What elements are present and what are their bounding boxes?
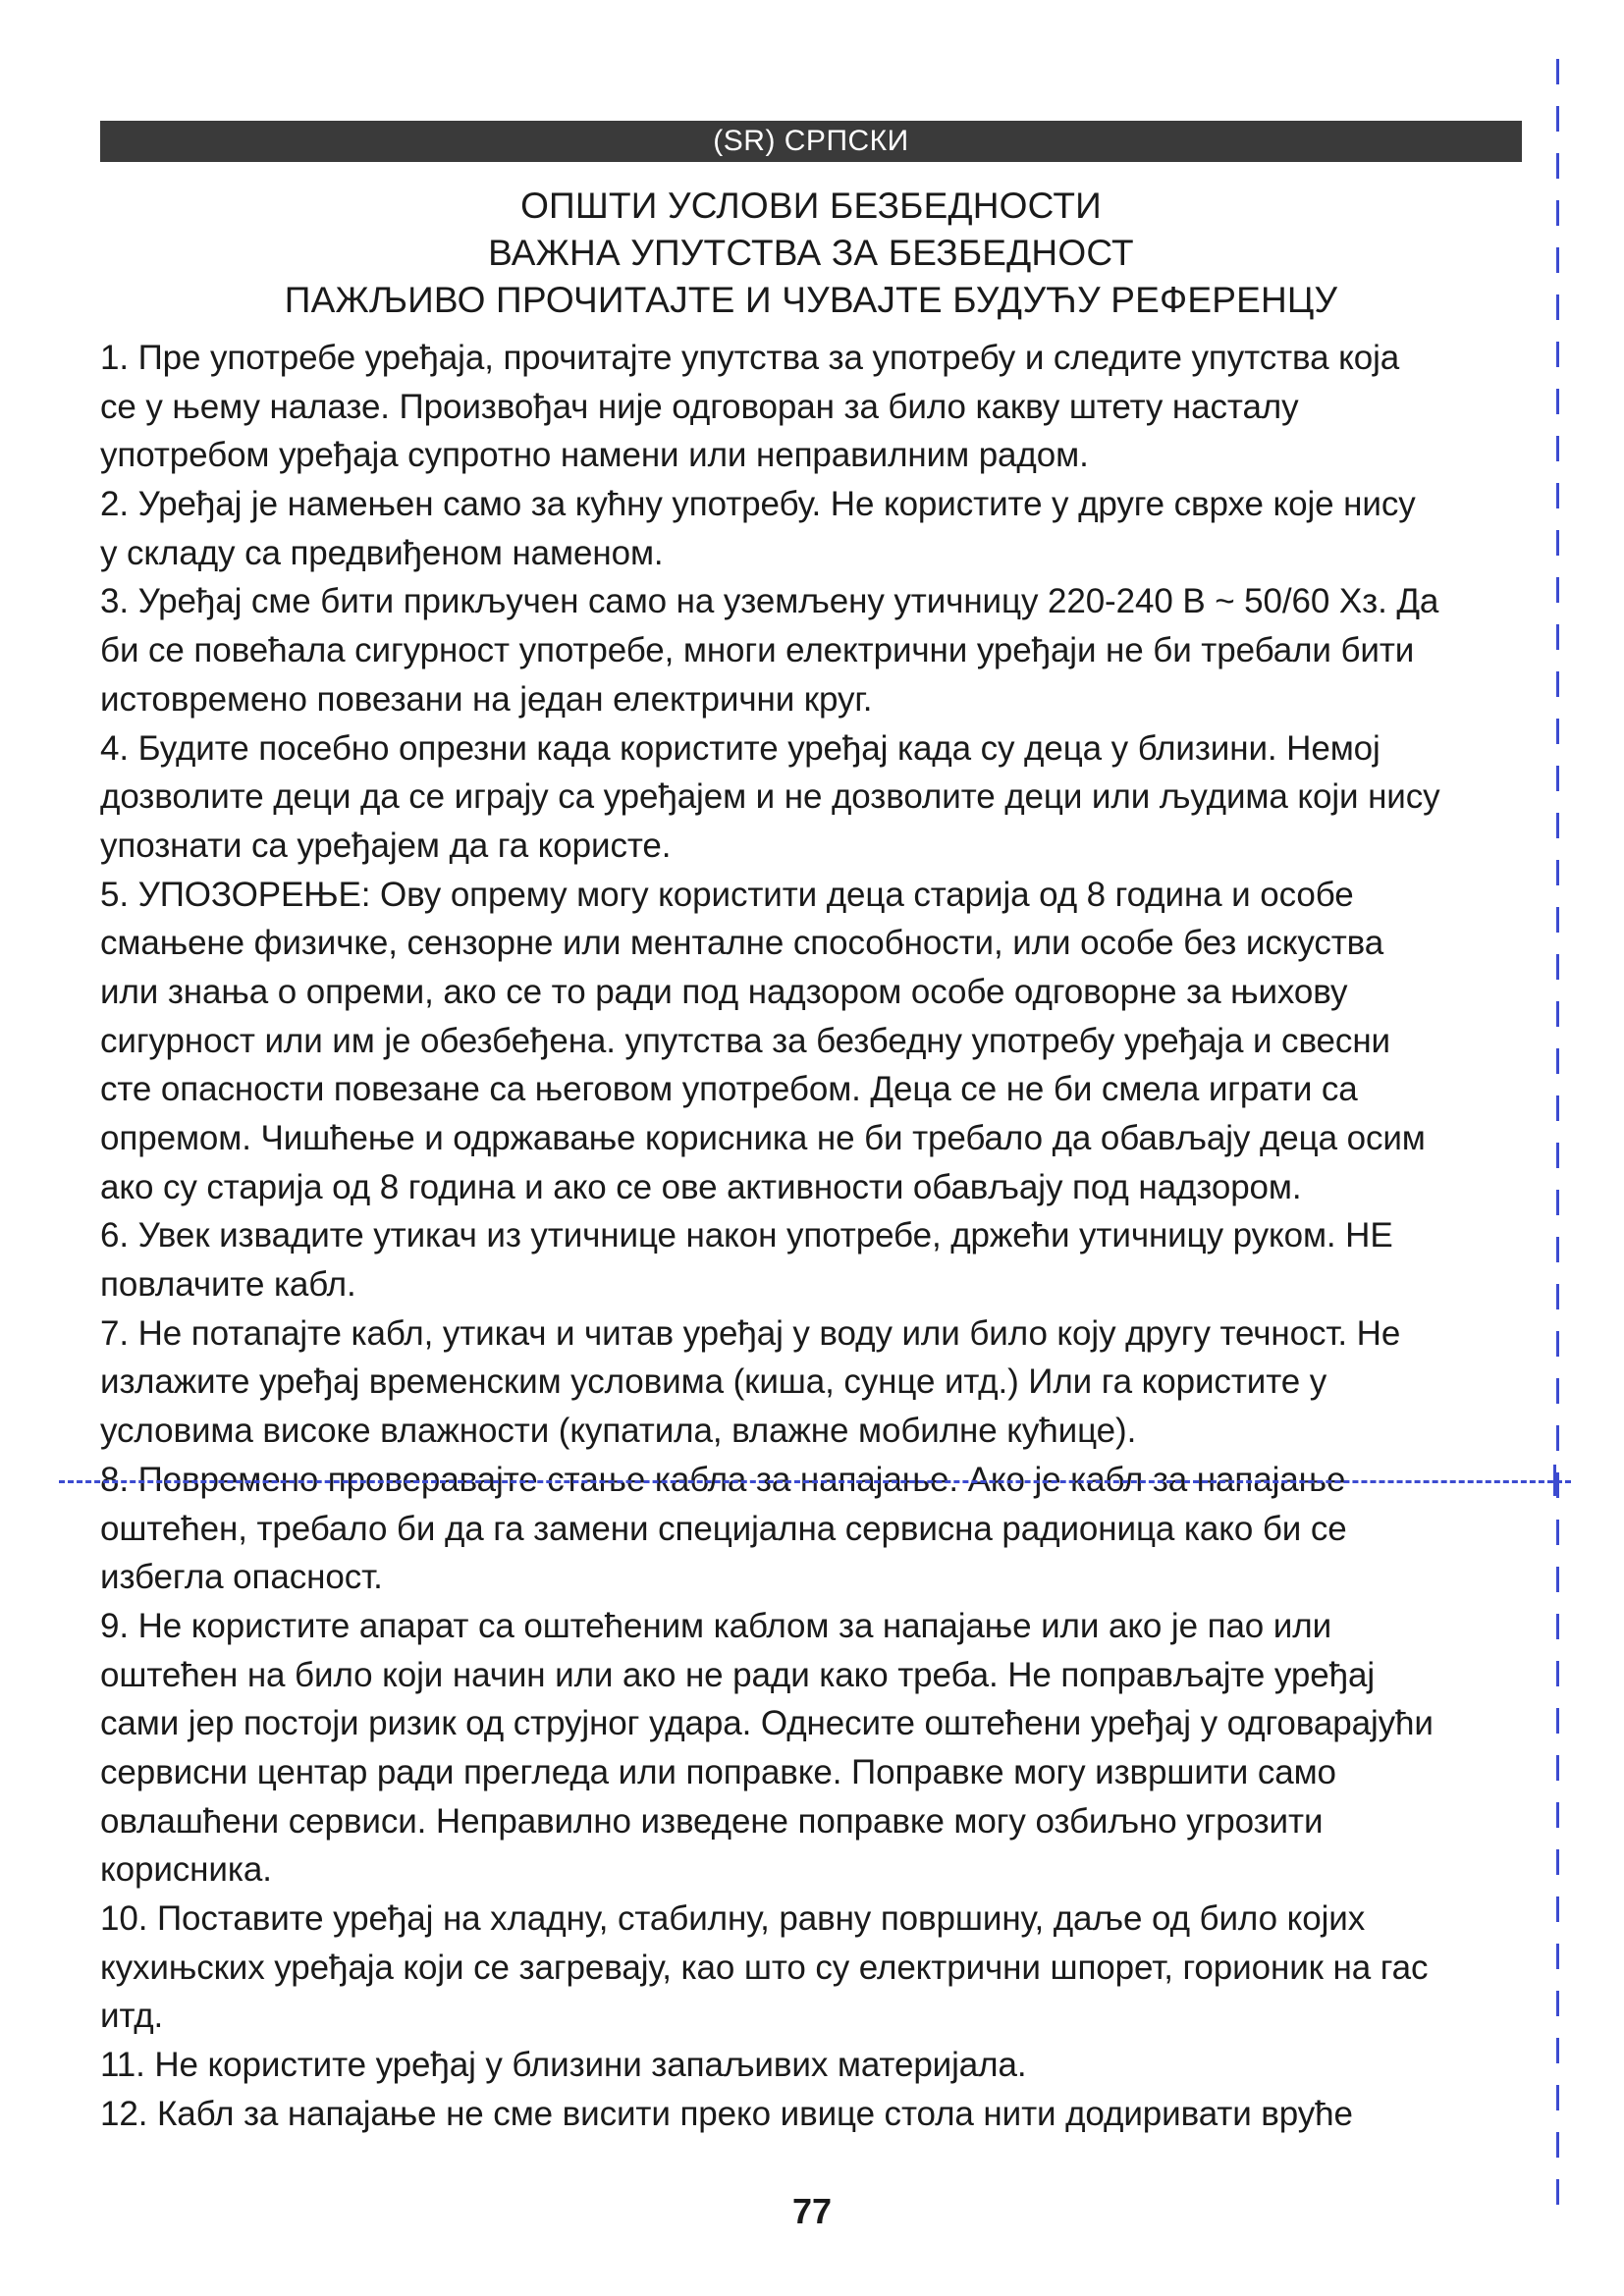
- text-line: овлашћени сервиси. Неправилно изведене поправке могу озбиљно угрозити: [100, 1801, 1324, 1841]
- text-line: корисника.: [100, 1850, 272, 1890]
- text-line: 8. Повремено проверавајте стање кабла за напајање. Ако је кабл за напајање: [100, 1460, 1346, 1499]
- text-line: или знања о опреми, ако се то ради под надзором особе одговорне за њихову: [100, 972, 1348, 1011]
- heading-read-and-keep: ПАЖЉИВО ПРОЧИТАЈТЕ И ЧУВАЈТЕ БУДУЋУ РЕФЕРЕНЦУ: [284, 280, 1338, 320]
- text-line: 9. Не користите апарат са оштећеним каблом за напајање или ако је пао или: [100, 1606, 1332, 1645]
- text-line: 3. Уређај сме бити прикључен само на уземљену утичницу 220-240 В ~ 50/60 Хз. Да: [100, 582, 1439, 621]
- text-line: опремом. Чишћење и одржавање корисника не би требало да обављају деца осим: [100, 1119, 1426, 1157]
- text-line: истовремено повезани на један електрични круг.: [100, 679, 873, 719]
- heading-important-instructions: ВАЖНА УПУТСТВА ЗА БЕЗБЕДНОСТ: [488, 233, 1134, 273]
- text-line: 5. УПОЗОРЕЊЕ: Ову опрему могу користити деца старија од 8 година и особе: [100, 875, 1354, 914]
- text-line: смањене физичке, сензорне или менталне способности, или особе без искуства: [100, 924, 1384, 963]
- text-line: условима високе влажности (купатила, влажне мобилне кућице).: [100, 1412, 1137, 1451]
- text-line: избегла опасност.: [100, 1558, 383, 1597]
- page-number: 77: [791, 2191, 833, 2231]
- text-line: повлачите кабл.: [100, 1265, 356, 1305]
- text-line: 12. Кабл за напајање не сме висити преко ивице стола нити додиривати вруће: [100, 2094, 1353, 2133]
- text-line: 1. Пре употребе уређаја, прочитајте упутства за употребу и следите упутства која: [100, 339, 1400, 377]
- text-line: у складу са предвиђеном наменом.: [100, 533, 664, 572]
- text-line: оштећен на било који начин или ако не ради како треба. Не поправљајте уређај: [100, 1655, 1376, 1694]
- text-line: сервисни центар ради прегледа или поправке. Поправке могу извршити само: [100, 1752, 1336, 1791]
- text-line: сами јер постоји ризик од струјног удара. Однесите оштећени уређај у одговарајући: [100, 1704, 1434, 1743]
- text-line: дозволите деци да се играју са уређајем и не дозволите деци или људима који нису: [100, 777, 1440, 817]
- cut-cross-mark: [1553, 1465, 1556, 1496]
- text-line: употребом уређаја супротно намени или неправилним радом.: [100, 436, 1089, 475]
- text-line: 4. Будите посебно опрезни када користите уређај када су деца у близини. Немој: [100, 728, 1380, 768]
- text-line: ако су старија од 8 година и ако се ове активности обављају под надзором.: [100, 1167, 1302, 1206]
- text-line: 11. Не користите уређај у близини запаљивих материјала.: [100, 2046, 1027, 2085]
- text-line: 7. Не потапајте кабл, утикач и читав уређај у воду или било коју другу течност. Не: [100, 1313, 1401, 1353]
- text-line: 10. Поставите уређај на хладну, стабилну, равну површину, даље од било којих: [100, 1899, 1366, 1938]
- safety-instructions-text: [100, 334, 1524, 2138]
- language-label: (SR) СРПСКИ: [713, 125, 909, 157]
- text-line: 2. Уређај је намењен само за кућну употребу. Не користите у друге сврхе које нису: [100, 485, 1416, 524]
- text-line: се у њему налазе. Произвођач није одговоран за било какву штету насталу: [100, 387, 1299, 426]
- safety-headings: [100, 183, 1522, 324]
- text-line: упознати са уређајем да га користе.: [100, 826, 672, 865]
- text-line: кухињских уређаја који се загревају, као што су електрични шпорет, горионик на гас: [100, 1948, 1429, 1987]
- language-header-bar: [100, 121, 1522, 162]
- text-line: 6. Увек извадите утикач из утичнице након употребе, држећи утичницу руком. НЕ: [100, 1216, 1393, 1255]
- text-line: итд.: [100, 1997, 164, 2036]
- text-line: сте опасности повезане са његовом употребом. Деца се не би смела играти са: [100, 1070, 1358, 1109]
- horizontal-cut-line: [59, 1480, 1571, 1483]
- text-line: оштећен, требало би да га замени специјална сервисна радионица како би се: [100, 1509, 1347, 1548]
- text-line: излажите уређај временским условима (киша, сунце итд.) Или га користите у: [100, 1362, 1327, 1402]
- text-line: сигурност или им је обезбеђена. упутства за безбедну употребу уређаја и свесни: [100, 1021, 1390, 1060]
- heading-general-safety: ОПШТИ УСЛОВИ БЕЗБЕДНОСТИ: [520, 186, 1102, 226]
- text-line: би се повећала сигурност употребе, многи електрични уређаји не би требали бити: [100, 631, 1415, 670]
- vertical-cut-marks: [1556, 59, 1559, 2209]
